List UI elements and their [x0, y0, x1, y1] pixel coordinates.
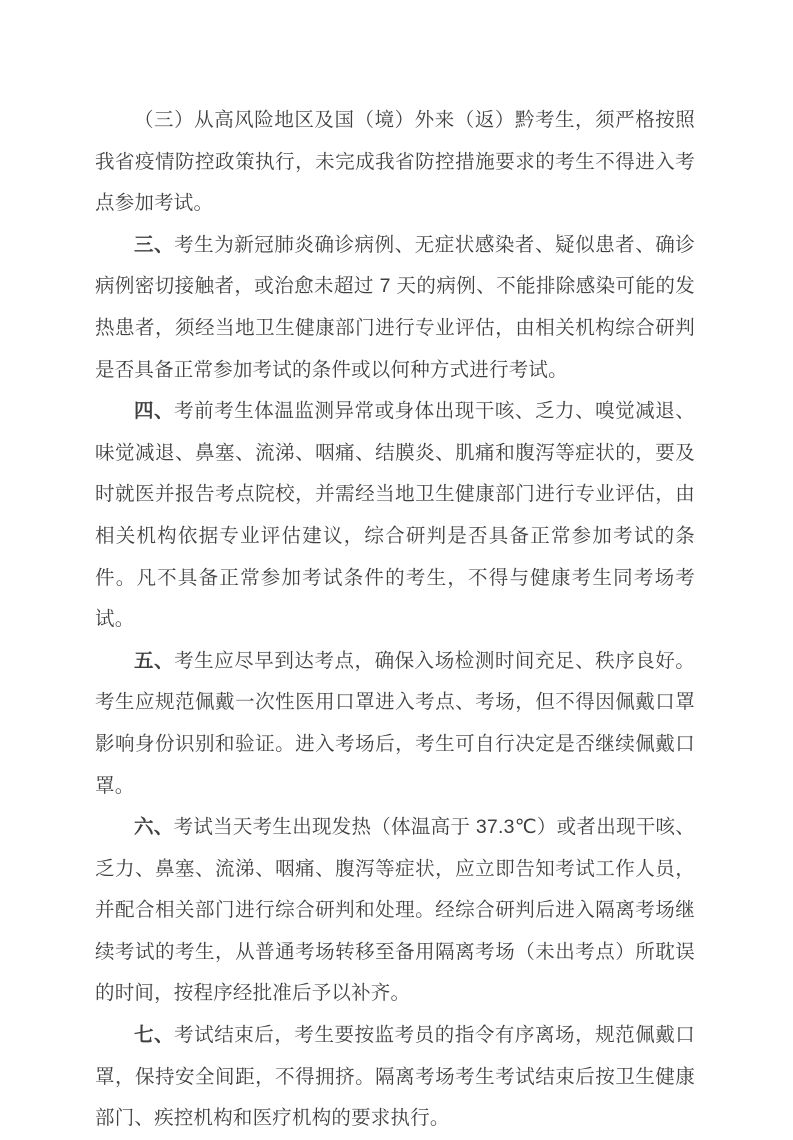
paragraph: [95, 225, 695, 391]
paragraph-text: 考试结束后，考生要按监考员的指令有序离场，规范佩戴口罩，保持安全间距，不得拥挤。隔离考场考生考试结束后按卫生健康部门、疾控机构和医疗机构的要求执行。: [95, 1024, 696, 1130]
document-body: [95, 100, 695, 1140]
paragraph: [95, 807, 695, 1015]
paragraph: [95, 391, 695, 641]
paragraph-number: 七、: [134, 1024, 175, 1047]
paragraph-number: 五、: [134, 649, 175, 672]
paragraph-number: 三、: [134, 233, 175, 256]
paragraph: [95, 100, 695, 225]
paragraph-text: 考生为新冠肺炎确诊病例、无症状感染者、疑似患者、确诊病例密切接触者，或治愈未超过 7 天的病例、不能排除感染可能的发热患者，须经当地卫生健康部门进行专业评估，由相关机构综合研判是否具备正常参加考试的条件或以何种方式进行考试。: [95, 233, 696, 381]
paragraph-text: 考生应尽早到达考点，确保入场检测时间充足、秩序良好。考生应规范佩戴一次性医用口罩进入考点、考场，但不得因佩戴口罩影响身份识别和验证。进入考场后，考生可自行决定是否继续佩戴口罩。: [95, 649, 696, 797]
paragraph-text: 考前考生体温监测异常或身体出现干咳、乏力、嗅觉减退、味觉减退、鼻塞、流涕、咽痛、结膜炎、肌痛和腹泻等症状的，要及时就医并报告考点院校，并需经当地卫生健康部门进行专业评估，由相关机构依据专业评估建议，综合研判是否具备正常参加考试的条件。凡不具备正常参加考试条件的考生，不得与健康考生同考场考试。: [95, 400, 696, 631]
paragraph-text: 考试当天考生出现发热（体温高于 37.3℃）或者出现干咳、乏力、鼻塞、流涕、咽痛、腹泻等症状，应立即告知考试工作人员，并配合相关部门进行综合研判和处理。经综合研判后进入隔离考场继续考试的考生，从普通考场转移至备用隔离考场（未出考点）所耽误的时间，按程序经批准后予以补齐。: [95, 816, 695, 1005]
paragraph: [95, 1015, 695, 1140]
paragraph-text: （三）从高风险地区及国（境）外来（返）黔考生，须严格按照我省疫情防控政策执行，未完成我省防控措施要求的考生不得进入考点参加考试。: [95, 109, 695, 215]
paragraph-number: 六、: [134, 816, 174, 839]
paragraph-number: 四、: [134, 400, 175, 423]
paragraph: [95, 641, 695, 807]
